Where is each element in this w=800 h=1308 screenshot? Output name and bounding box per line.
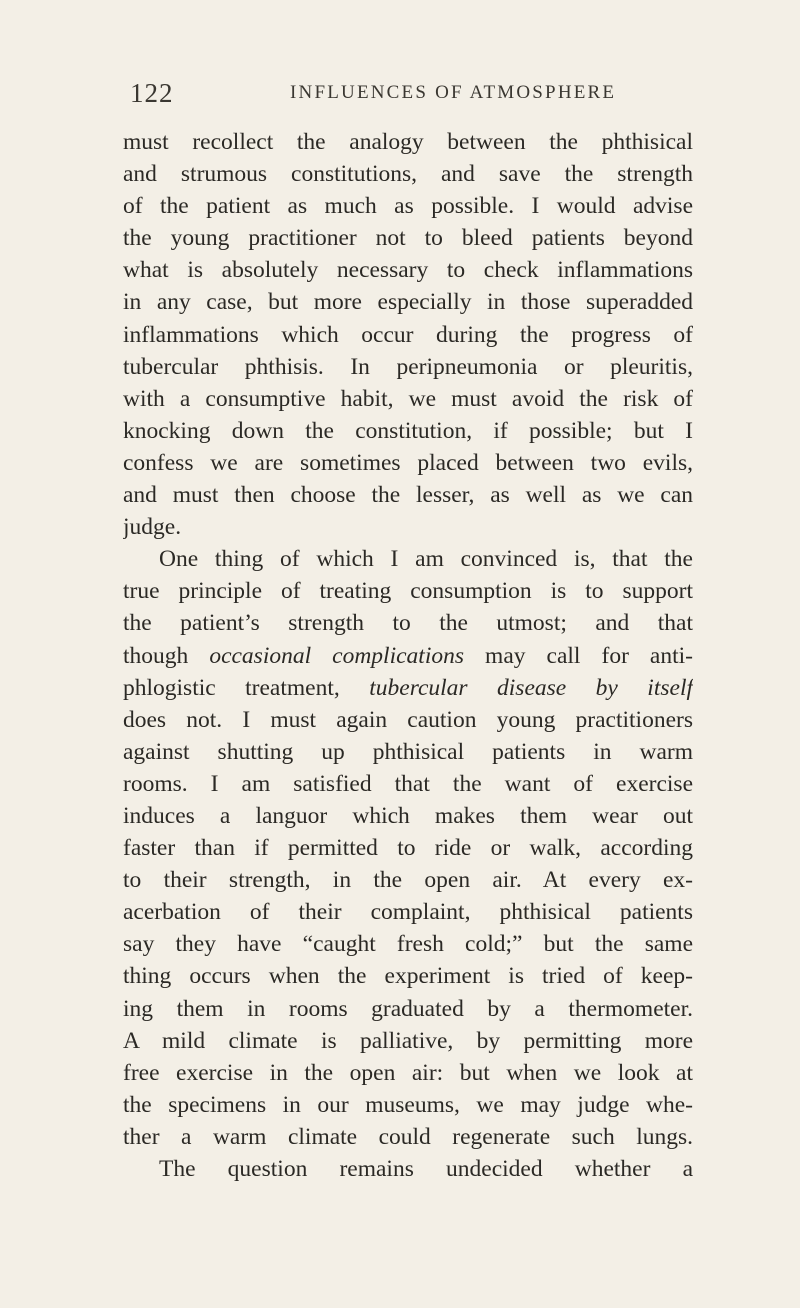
text-line: the specimens in our museums, we may judge whe- [123, 1091, 693, 1118]
text-line: with a consumptive habit, we must avoid the risk of [123, 385, 693, 412]
text-line: rooms. I am satisfied that the want of exercise [123, 770, 693, 797]
text-line: the young practitioner not to bleed patients beyond [123, 225, 693, 252]
text-line: inflammations which occur during the progress of [123, 321, 693, 348]
text-line: knocking down the constitution, if possible; but I [123, 417, 693, 444]
text-line: ther a warm climate could regenerate such lungs. [123, 1123, 693, 1150]
text-line: acerbation of their complaint, phthisical patients [123, 899, 693, 926]
text-line: A mild climate is palliative, by permitting more [123, 1027, 693, 1054]
text-run: phlogistic treatment, [123, 674, 370, 701]
text-line: the patient’s strength to the utmost; and that [123, 610, 693, 637]
text-run: may call for anti- [464, 642, 693, 669]
text-line: free exercise in the open air: but when we look at [123, 1059, 693, 1086]
text-line: does not. I must again caution young practitioners [123, 706, 693, 733]
text-line: thing occurs when the experiment is tried of keep- [123, 963, 693, 990]
text-line [123, 640, 693, 672]
text-line: The question remains undecided whether a [159, 1156, 693, 1182]
running-head: INFLUENCES OF ATMOSPHERE [290, 82, 617, 103]
text-line: against shutting up phthisical patients in warm [123, 738, 693, 765]
text-line: faster than if permitted to ride or walk, according [123, 835, 693, 862]
text-line: One thing of which I am convinced is, that the [159, 546, 693, 573]
italic-phrase: tubercular disease by itself [369, 674, 693, 701]
text-line [123, 672, 693, 704]
text-line: in any case, but more especially in those superadded [123, 289, 693, 316]
page-number: 122 [130, 78, 174, 108]
text-line: of the patient as much as possible. I would advise [123, 193, 693, 220]
text-line: tubercular phthisis. In peripneumonia or pleuritis, [123, 353, 693, 380]
text-line: must recollect the analogy between the phthisical [123, 129, 693, 155]
text-line: confess we are sometimes placed between two evils, [123, 449, 693, 476]
text-line: and strumous constitutions, and save the strength [123, 161, 693, 188]
page-header [130, 78, 690, 114]
text-line: ing them in rooms graduated by a thermometer. [123, 995, 693, 1022]
text-line: to their strength, in the open air. At every ex- [123, 867, 693, 894]
text-line: say they have “caught fresh cold;” but the same [123, 931, 693, 958]
text-line: induces a languor which makes them wear out [123, 802, 693, 829]
text-line: what is absolutely necessary to check inflammations [123, 257, 693, 284]
body-text [123, 126, 693, 1185]
text-run: though [123, 642, 210, 669]
text-line: true principle of treating consumption is to support [123, 578, 693, 605]
italic-phrase: occasional complications [209, 642, 465, 669]
text-line: and must then choose the lesser, as well as we can [123, 482, 693, 509]
text-line: judge. [123, 514, 182, 541]
